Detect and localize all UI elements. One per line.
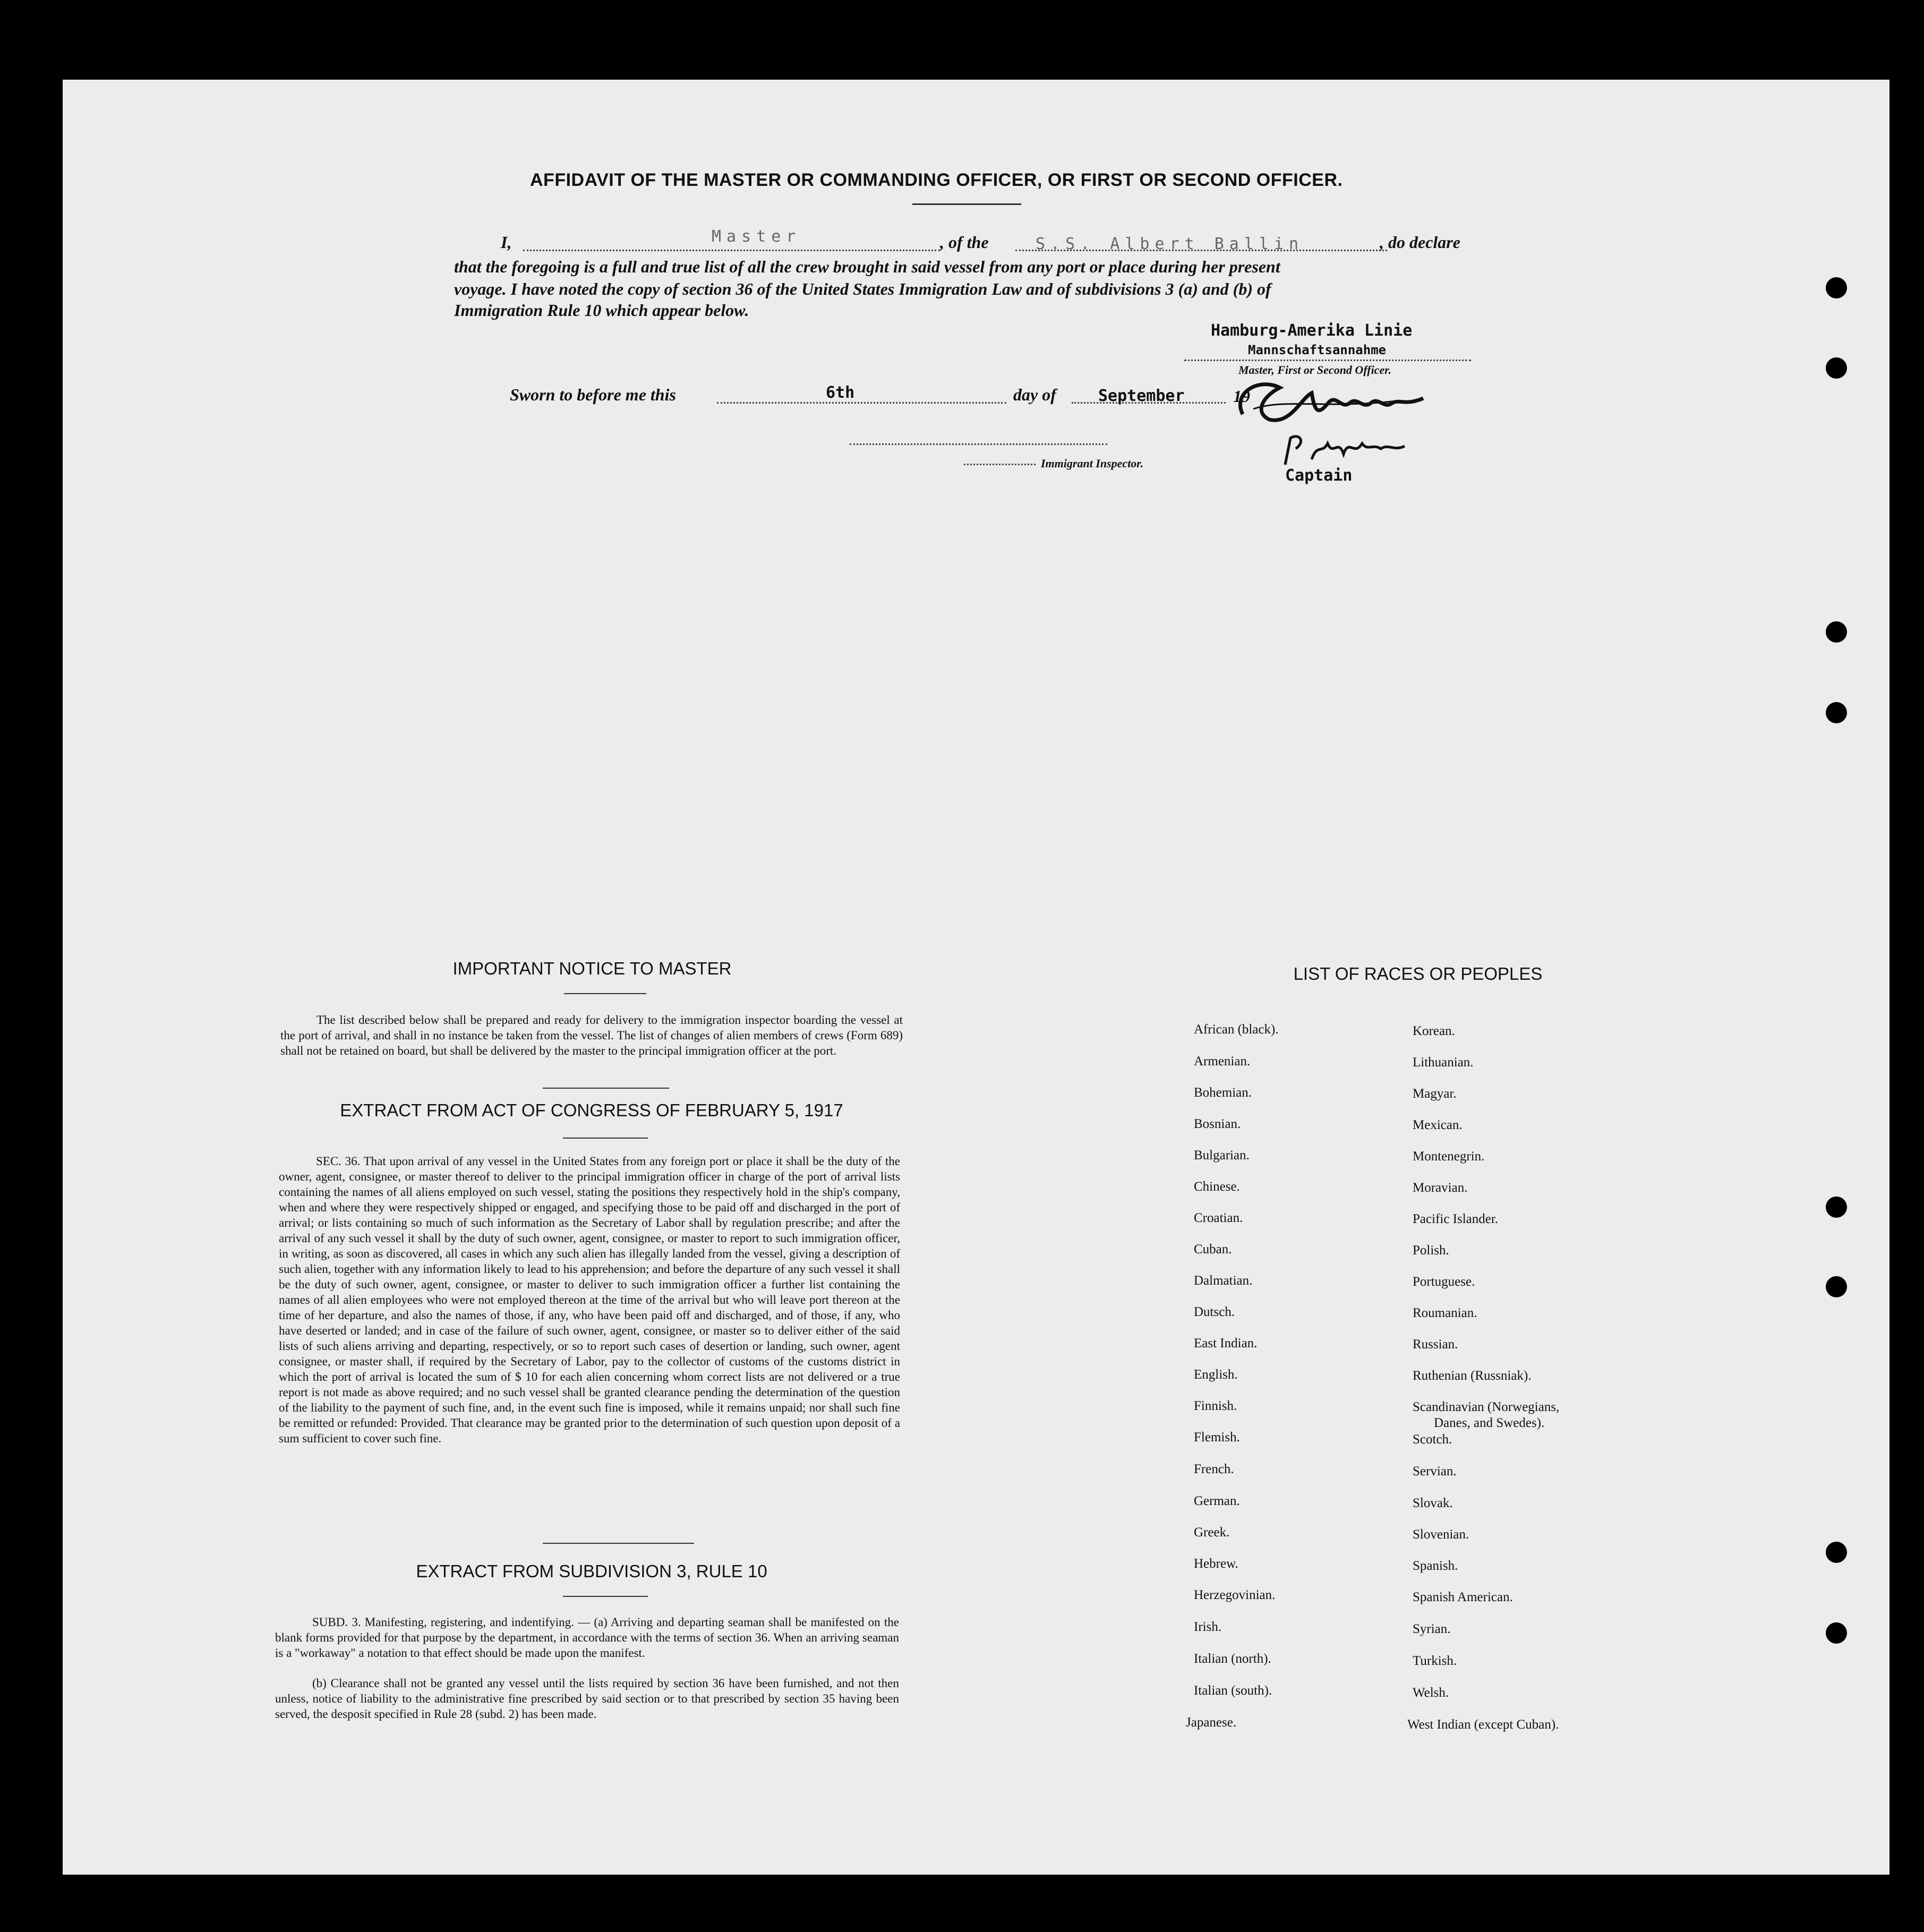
title-divider: [912, 203, 1021, 205]
day-value: 6th: [826, 383, 855, 402]
affidavit-line-4: Immigration Rule 10 which appear below.: [454, 301, 749, 320]
company-stamp-sub: Mannschaftsannahme: [1248, 343, 1387, 357]
race-item: Slovenian.: [1413, 1527, 1469, 1542]
inspector-line: [964, 464, 1036, 465]
notice-bottom-divider: [543, 1088, 669, 1089]
act-body: SEC. 36. That upon arrival of any vessel in the United States from any foreign port or place it shall be the duty of the owner, agent, consignee, or master thereof to deliver to the principal immigration officer in charge of the port of arrival lists containing the names of all aliens employed on such vessel, stating the positions they respectively hold in the ship's company, when and where they were respectively shipped or engaged, and specifying those to be paid off and discharged in the port of arrival; or lists containing so much of such information as the Secretary of Labor shall by regulation prescribe; and after the arrival of any such vessel it shall by the duty of such owner, agent, consignee, or master to report to such immigration officer, in writing, as soon as discovered, all cases in which any such alien has illegally landed from the vessel, giving a description of such alien, together with any information likely to lead to his apprehension; and before the departure of any such vessel it shall be the duty of such owner, agent, consignee, or master to deliver to such immigration officer a further list containing the names of all alien employees who were not employed thereon at the time of the arrival but who will leave port thereon at the time of her departure, and also the names of those, if any, who have been paid off and discharged, and of those, if any, who have deserted or landed; and in case of the failure of such owner, agent, consignee, or master so to deliver either of the said lists of such aliens arriving and departing, respectively, or so to report such cases of desertion or landing, such owner, agent consignee, or master shall, if required by the Secretary of Labor, pay to the collector of customs of the customs district in which the port of arrival is located the sum of $ 10 for each alien concerning whom correct lists are not delivered or a true report is not made as above required; and no such vessel shall be granted clearance pending the determination of the question of the liability to the payment of such fine, and, in the event such fine is imposed, while it remains unpaid; nor shall such fine be remitted or refunded: Provided. That clearance may be granted prior to the determination of such question upon deposit of a sum sufficient to cover such fine.: [279, 1155, 900, 1445]
race-item: Italian (north).: [1194, 1652, 1271, 1666]
race-item: Servian.: [1413, 1464, 1457, 1478]
notice-title: IMPORTANT NOTICE TO MASTER: [452, 959, 732, 978]
race-item: Irish.: [1194, 1620, 1222, 1634]
race-item: Croatian.: [1194, 1211, 1243, 1225]
race-item: Cuban.: [1194, 1242, 1232, 1256]
affidavit-line-3: voyage. I have noted the copy of section 36 of the United States Immigration Law and of subdivisions 3 (a) and (b) of: [454, 279, 1271, 298]
rule-body-b: (b) Clearance shall not be granted any vessel until the lists required by section 36 have been furnished, and not then unless, notice of liability to the administrative fine prescribed by said section or to that prescribed by section 35 having been served, the desposit specified in Rule 28 (subd. 2) has been made.: [275, 1677, 899, 1721]
punch-hole-icon: [1826, 1542, 1847, 1563]
race-item: Lithuanian.: [1413, 1055, 1474, 1070]
race-item: Chinese.: [1194, 1179, 1240, 1194]
affidavit-i-label: I,: [501, 233, 512, 252]
race-item: Greek.: [1194, 1525, 1230, 1540]
race-item: German.: [1194, 1494, 1240, 1508]
punch-hole-icon: [1826, 621, 1847, 643]
race-item: East Indian.: [1194, 1336, 1258, 1350]
race-item: Korean.: [1413, 1024, 1455, 1038]
of-the-label: , of the: [940, 233, 989, 252]
month-value: September: [1098, 387, 1185, 405]
race-item: Syrian.: [1413, 1622, 1451, 1636]
punch-hole-icon: [1826, 357, 1847, 379]
rule-divider: [563, 1596, 648, 1597]
race-item: Portuguese.: [1413, 1275, 1475, 1289]
day-of-label: day of: [1013, 385, 1056, 404]
captain-stamp: Captain: [1285, 466, 1353, 485]
inspector-caption: Immigrant Inspector.: [1041, 457, 1144, 470]
punch-hole-icon: [1826, 1196, 1847, 1218]
race-item: Italian (south).: [1194, 1683, 1272, 1698]
day-line: [717, 402, 1006, 404]
notice-body: The list described below shall be prepared and ready for delivery to the immigration inspector boarding the vessel at the port of arrival, and shall in no instance be taken from the vessel. The list of changes of alien members of crews (Form 689) shall not be retained on board, but shall be delivered by the master to the principal immigration officer at the port.: [280, 1013, 903, 1057]
punch-hole-icon: [1826, 702, 1847, 723]
race-item: Danes, and Swedes).: [1434, 1416, 1545, 1430]
race-item: Ruthenian (Russniak).: [1413, 1369, 1532, 1383]
notice-divider: [564, 993, 646, 994]
officer-caption: Master, First or Second Officer.: [1238, 363, 1392, 377]
race-item: Polish.: [1413, 1243, 1449, 1258]
vessel-value: S.S. Albert Ballin: [1036, 235, 1304, 253]
document-sheet: [63, 80, 1889, 1875]
race-item: English.: [1194, 1367, 1238, 1382]
punch-hole-icon: [1826, 277, 1847, 298]
race-item: Dutsch.: [1194, 1305, 1235, 1319]
race-item: Roumanian.: [1413, 1306, 1477, 1320]
race-item: West Indian (except Cuban).: [1407, 1717, 1559, 1732]
affidavit-line-2: that the foregoing is a full and true list of all the crew brought in said vessel from any port or place during her present: [454, 257, 1280, 276]
do-declare-label: , do declare: [1380, 233, 1460, 252]
act-bottom-divider: [543, 1543, 694, 1544]
rule-body-a: SUBD. 3. Manifesting, registering, and indentifying. — (a) Arriving and departing seaman shall be manifested on the blank forms provided for that purpose by the department, in accordance with the terms of section 36. When an arriving seaman is a "workaway" a notation to that effect should be made upon the manifest.: [275, 1615, 899, 1660]
race-item: Montenegrin.: [1413, 1149, 1485, 1164]
master-value: Master: [712, 227, 801, 246]
rule-title: EXTRACT FROM SUBDIVISION 3, RULE 10: [416, 1561, 767, 1581]
race-item: Bulgarian.: [1194, 1148, 1250, 1162]
race-item: Bohemian.: [1194, 1085, 1252, 1100]
race-item: African (black).: [1194, 1022, 1279, 1037]
race-item: Armenian.: [1194, 1054, 1251, 1068]
act-title: EXTRACT FROM ACT OF CONGRESS OF FEBRUARY 5, 1917: [340, 1100, 843, 1120]
master-name-line: [523, 250, 940, 251]
race-item: Slovak.: [1413, 1496, 1453, 1510]
race-item: Flemish.: [1194, 1430, 1240, 1444]
race-item: Pacific Islander.: [1413, 1212, 1499, 1226]
race-item: Dalmatian.: [1194, 1273, 1253, 1288]
inspector-line-top: [850, 443, 1107, 445]
race-item: Bosnian.: [1194, 1117, 1241, 1131]
race-item: French.: [1194, 1462, 1234, 1476]
race-item: Magyar.: [1413, 1087, 1457, 1101]
race-item: Hebrew.: [1194, 1557, 1238, 1571]
race-item: Moravian.: [1413, 1181, 1468, 1195]
officer-signature-icon: [1221, 366, 1444, 435]
races-title: LIST OF RACES OR PEOPLES: [1293, 964, 1543, 984]
race-item: Welsh.: [1413, 1686, 1449, 1700]
punch-hole-icon: [1826, 1622, 1847, 1644]
sworn-label: Sworn to before me this: [510, 385, 676, 404]
race-item: Spanish American.: [1413, 1590, 1513, 1604]
officer-signature-line: [1184, 360, 1471, 361]
affidavit-title: AFFIDAVIT OF THE MASTER OR COMMANDING OFFICER, OR FIRST OR SECOND OFFICER.: [530, 170, 1343, 190]
race-item: Mexican.: [1413, 1118, 1463, 1132]
race-item: Herzegovinian.: [1194, 1588, 1276, 1602]
company-stamp: Hamburg-Amerika Linie: [1211, 321, 1413, 340]
act-divider: [563, 1138, 648, 1139]
punch-hole-icon: [1826, 1276, 1847, 1297]
race-item: Turkish.: [1413, 1654, 1457, 1668]
race-item: Scandinavian (Norwegians,: [1413, 1400, 1560, 1414]
race-item: Finnish.: [1194, 1399, 1237, 1413]
race-item: Russian.: [1413, 1337, 1458, 1352]
race-item: Japanese.: [1186, 1715, 1237, 1730]
year-prefix: 19: [1233, 387, 1250, 406]
race-item: Scotch.: [1413, 1432, 1452, 1447]
race-item: Spanish.: [1413, 1559, 1458, 1573]
